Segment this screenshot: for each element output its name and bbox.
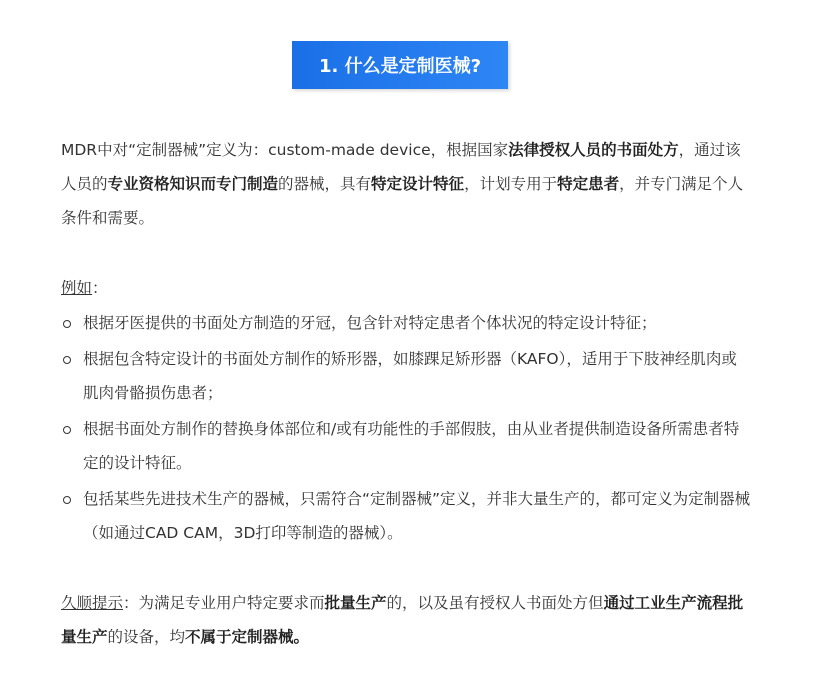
- list-item-text: 根据书面处方制作的替换身体部位和/或有功能性的手部假肢，由从业者提供制造设备所需患者特定的设计特征。: [83, 420, 740, 472]
- example-heading-colon: ：: [92, 279, 108, 297]
- tip-bold-2: 通过工业生产流程批量生产: [61, 594, 744, 646]
- tip-text-3: 的设备，均: [107, 628, 186, 646]
- tip-paragraph: [61, 586, 751, 654]
- example-heading-label: 例如: [61, 279, 93, 297]
- list-item-text: 根据牙医提供的书面处方制造的牙冠，包含针对特定患者个体状况的特定设计特征；: [83, 314, 657, 332]
- definition-bold-2: 专业资格知识而专门制造: [107, 175, 279, 193]
- definition-text-3: 的器械，具有: [278, 175, 372, 193]
- list-item-text: 根据包含特定设计的书面处方制作的矫形器，如膝踝足矫形器（KAFO），适用于下肢神经肌肉或肌肉骨骼损伤患者；: [83, 350, 737, 402]
- definition-paragraph: [61, 133, 751, 235]
- list-item: [61, 412, 751, 480]
- example-heading: [61, 271, 751, 305]
- bullet-circle-icon: [63, 496, 71, 504]
- definition-text-5: ，并专门满足个人条件和需要。: [61, 175, 744, 227]
- bullet-circle-icon: [63, 426, 71, 434]
- list-item: [61, 342, 751, 410]
- section-title: 1. 什么是定制医械?: [292, 41, 508, 89]
- tip-text-2: 的，以及虽有授权人书面处方但: [386, 594, 604, 612]
- definition-bold-1: 法律授权人员的书面处方: [508, 141, 679, 159]
- example-list: [61, 306, 751, 552]
- tip-bold-3: 不属于定制器械。: [185, 628, 310, 646]
- definition-text-1: MDR中对“定制器械”定义为：custom-made device，根据国家: [61, 141, 509, 159]
- list-item: [61, 306, 751, 340]
- tip-text-1: ：为满足专业用户特定要求而: [123, 594, 325, 612]
- definition-text-2: ，通过该人员的: [61, 141, 741, 193]
- list-item: [61, 482, 751, 550]
- definition-bold-4: 特定患者: [557, 175, 620, 193]
- bullet-circle-icon: [63, 320, 71, 328]
- definition-bold-3: 特定设计特征: [371, 175, 465, 193]
- definition-text-4: ，计划专用于: [464, 175, 558, 193]
- tip-label: 久顺提示: [61, 594, 124, 612]
- bullet-circle-icon: [63, 356, 71, 364]
- list-item-text: 包括某些先进技术生产的器械，只需符合“定制器械”定义，并非大量生产的，都可定义为定制器械（如通过CAD CAM，3D打印等制造的器械）。: [83, 490, 751, 542]
- tip-bold-1: 批量生产: [324, 594, 387, 612]
